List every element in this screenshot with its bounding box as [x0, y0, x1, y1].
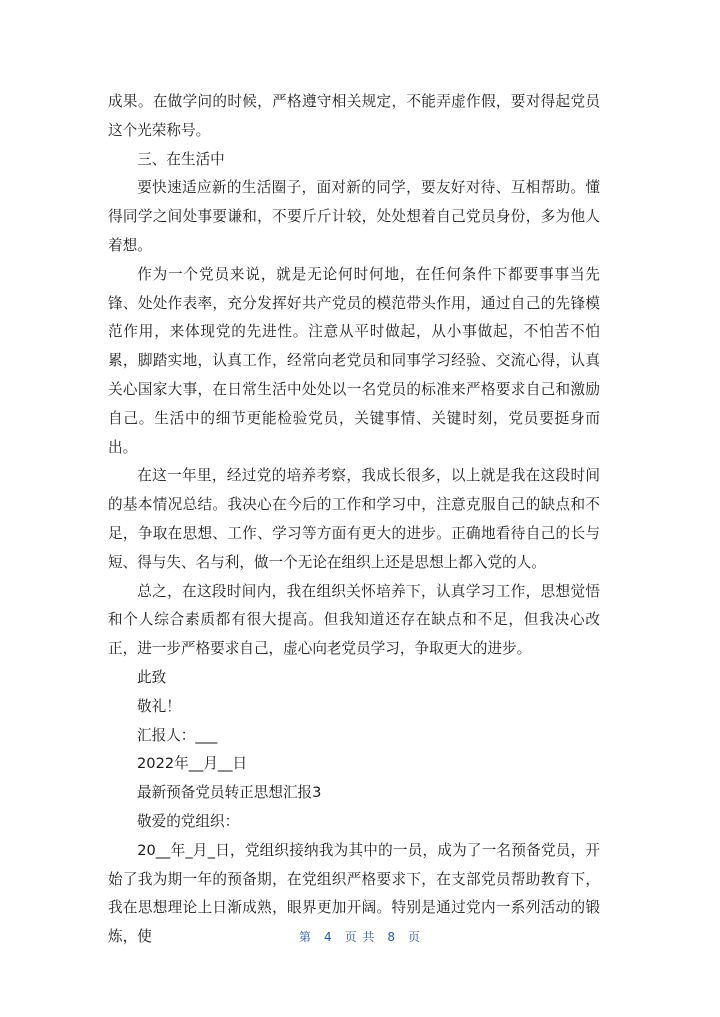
paragraph-final: 20__年_月_日，党组织接纳我为其中的一员，成为了一名预备党员，开始了我为期一年的预备期，在党组织严格要求下，在支部党员帮助教育下，我在思想理论上日渐成熟，眼界更加开阔。特别是通过党内一系列活动的锻炼，使 — [108, 841, 600, 946]
reporter-line: 汇报人：___ — [137, 726, 218, 744]
date-line: 2022年__月__日 — [137, 755, 248, 773]
paragraph-1: 成果。在做学问的时候，严格遵守相关规定，不能弄虚作假，要对得起党员这个光荣称号。 — [108, 93, 600, 139]
paragraph-3: 作为一个党员来说，就是无论何时何地，在任何条件下都要事事当先锋、处处作表率，充分发挥好共产党员的模范带头作用，通过自己的先锋模范作用，来体现党的先进性。注意从平时做起，从小事做起，不怕苦不怕累，脚踏实地，认真工作，经常向老党员和同事学习经验、交流心得，认真关心国家大事，在日常生活中处处以一名党员的标准来严格要求自己和激励自己。生活中的细节更能检验党员，关键事情、关键时刻，党员要挺身而出。 — [108, 265, 600, 456]
footer-label-end: 页 — [408, 930, 422, 944]
paragraph-5: 总之，在这段时间内，我在组织关怀培养下，认真学习工作，思想觉悟和个人综合素质都有很大提高。但我知道还存在缺点和不足，但我决心改正，进一步严格要求自己，虚心向老党员学习，争取更大的进步。 — [108, 582, 600, 658]
footer-total-pages: 8 — [387, 930, 397, 944]
document-body — [108, 88, 600, 952]
footer-label-of: 页 共 — [344, 930, 376, 944]
footer-current-page: 4 — [323, 930, 333, 944]
footer-label-page: 第 — [298, 930, 312, 944]
regards-line: 敬礼！ — [137, 697, 181, 715]
section-heading-life: 三、在生活中 — [137, 150, 225, 168]
paragraph-2: 要快速适应新的生活圈子，面对新的同学，要友好对待、互相帮助。懂得同学之间处事要谦和，不要斤斤计较，处处想着自己党员身份，多为他人着想。 — [108, 179, 600, 254]
next-report-title: 最新预备党员转正思想汇报3 — [137, 784, 322, 802]
greeting-line: 敬爱的党组织： — [137, 812, 240, 830]
paragraph-4: 在这一年里，经过党的培养考察，我成长很多，以上就是我在这段时间的基本情况总结。我决心在今后的工作和学习中，注意克服自己的缺点和不足，争取在思想、工作、学习等方面有更大的进步。正确地看待自己的长与短、得与失、名与利，做一个无论在组织上还是思想上都入党的人。 — [108, 467, 600, 571]
salutation-line: 此致 — [137, 668, 167, 686]
page-footer — [0, 928, 720, 945]
